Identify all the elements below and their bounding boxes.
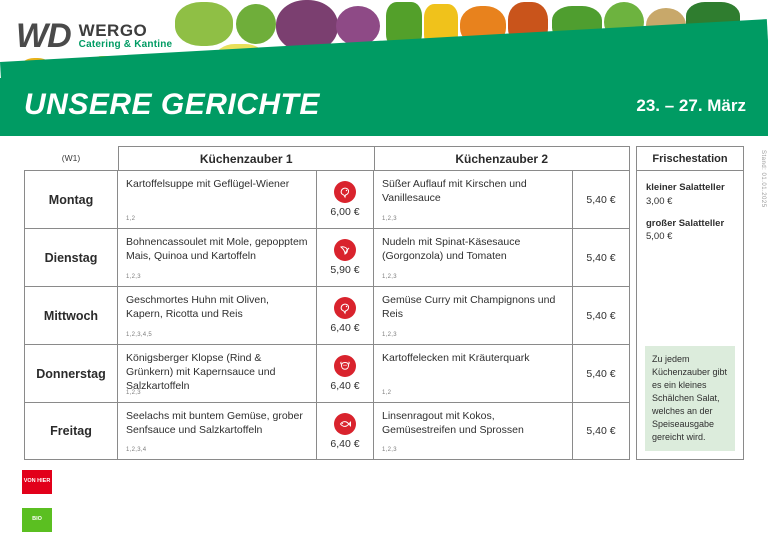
dish-2-text: Süßer Auflauf mit Kirschen und Vanillesauce	[382, 178, 527, 204]
salad-note: Zu jedem Küchenzauber gibt es ein kleines Schälchen Salat, welches an der Speiseausgabe gereicht wird.	[645, 346, 735, 451]
dish-2	[374, 171, 572, 228]
price-1: 5,90 €	[330, 264, 360, 276]
poultry-icon	[334, 181, 356, 203]
table-row	[24, 286, 630, 344]
day-label: Mittwoch	[24, 287, 118, 344]
page-header	[0, 0, 768, 136]
day-label: Donnerstag	[24, 345, 118, 402]
fish-icon	[334, 413, 356, 435]
dish-2	[374, 229, 572, 286]
price-cell-1	[316, 171, 374, 228]
table-row	[24, 402, 630, 460]
logo-monogram: WD	[16, 17, 71, 55]
dish-1-text: Königsberger Klopse (Rind & Grünkern) mit Kapernsauce und Salzkartoffeln	[126, 352, 276, 392]
dish-1-allergens: 1,2	[126, 216, 136, 223]
bio-logo: BIO	[22, 508, 52, 532]
poultry-icon	[334, 297, 356, 319]
salad-small-price: 3,00 €	[646, 195, 673, 207]
price-cell-1	[316, 229, 374, 286]
stand-stamp: Stand: 01.01.2025	[760, 150, 766, 208]
table-header-row	[24, 146, 630, 170]
price-cell-2	[572, 171, 630, 228]
dish-1	[118, 229, 316, 286]
dish-2-allergens: 1,2	[382, 390, 392, 397]
price-cell-2	[572, 345, 630, 402]
dish-1-allergens: 1,2,3	[126, 274, 141, 281]
dish-2-allergens: 1,2,3	[382, 332, 397, 339]
price-cell-1	[316, 403, 374, 459]
dish-2-text: Gemüse Curry mit Champignons und Reis	[382, 294, 556, 320]
salad-large-name: großer Salatteller	[646, 217, 725, 229]
price-cell-1	[316, 287, 374, 344]
price-cell-2	[572, 403, 630, 459]
day-label: Dienstag	[24, 229, 118, 286]
dish-1	[118, 345, 316, 402]
dish-1-allergens: 1,2,3,4,5	[126, 332, 153, 339]
price-2: 5,40 €	[586, 251, 616, 264]
wergo-logo	[16, 10, 206, 62]
price-cell-2	[572, 229, 630, 286]
price-2: 5,40 €	[586, 193, 616, 206]
price-cell-1	[316, 345, 374, 402]
dish-2-allergens: 1,2,3	[382, 216, 397, 223]
menu-table	[24, 146, 630, 460]
price-2: 5,40 €	[586, 367, 616, 380]
price-1: 6,00 €	[330, 206, 360, 218]
date-range: 23. – 27. März	[636, 96, 746, 115]
frischestation-body	[636, 170, 744, 460]
page-title: UNSERE GERICHTE	[24, 88, 320, 121]
beef-icon	[334, 355, 356, 377]
week-label: (W1)	[61, 153, 81, 163]
dish-2-text: Kartoffelecken mit Kräuterquark	[382, 352, 530, 364]
dish-1	[118, 171, 316, 228]
dish-2	[374, 287, 572, 344]
dish-2	[374, 345, 572, 402]
vegan-icon	[334, 239, 356, 261]
table-row	[24, 344, 630, 402]
price-1: 6,40 €	[330, 437, 360, 450]
dish-1-allergens: 1,2,3	[126, 390, 141, 397]
dish-1	[118, 287, 316, 344]
price-1: 6,40 €	[330, 380, 360, 392]
salad-small-name: kleiner Salatteller	[646, 182, 725, 193]
frischestation-panel	[636, 146, 744, 460]
price-2: 5,40 €	[586, 425, 616, 437]
dish-1-text: Kartoffelsuppe mit Geflügel-Wiener	[126, 178, 290, 190]
price-1: 6,40 €	[330, 322, 360, 334]
column-header-kuechenzauber-2: Küchenzauber 2	[374, 146, 631, 170]
dish-1-allergens: 1,2,3,4	[126, 447, 147, 454]
dish-2	[374, 403, 572, 459]
frischestation-header: Frischestation	[636, 146, 744, 170]
dish-2-text: Nudeln mit Spinat-Käsesauce (Gorgonzola) und Tomaten	[382, 236, 521, 262]
salad-large-price: 5,00 €	[646, 231, 673, 243]
dish-1	[118, 403, 316, 459]
table-row	[24, 170, 630, 228]
price-cell-2	[572, 287, 630, 344]
dish-2-allergens: 1,2,3	[382, 447, 397, 454]
dish-1-text: Bohnencassoulet mit Mole, gepopptem Mais, Quinoa und Kartoffeln	[126, 236, 308, 262]
price-2: 5,40 €	[586, 309, 616, 322]
day-label: Montag	[24, 171, 118, 228]
table-row	[24, 228, 630, 286]
dish-1-text: Seelachs mit buntem Gemüse, grober Senfsauce und Salzkartoffeln	[126, 410, 303, 436]
dish-1-text: Geschmortes Huhn mit Oliven, Kapern, Ricotta und Reis	[126, 294, 269, 320]
dish-2-allergens: 1,2,3	[382, 274, 397, 281]
brand-name: WERGO	[78, 20, 148, 40]
brand-tagline: Catering & Kantine	[78, 38, 173, 50]
day-label: Freitag	[24, 403, 118, 459]
column-header-kuechenzauber-1: Küchenzauber 1	[118, 146, 374, 170]
von-hier-logo: VON HIER	[22, 470, 52, 494]
dish-2-text: Linsenragout mit Kokos, Gemüsestreifen und Sprossen	[382, 410, 524, 436]
